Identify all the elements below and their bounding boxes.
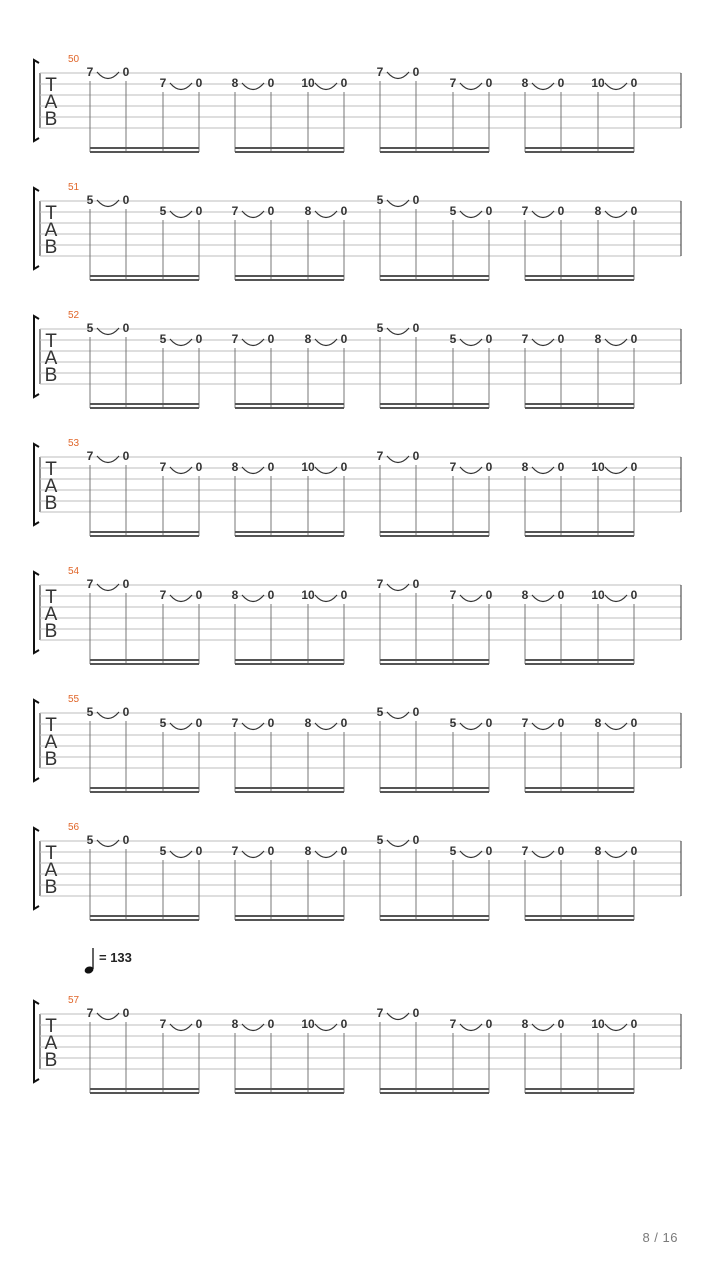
tab-clef-letter: A <box>44 860 58 881</box>
fret-number-hammer-start: 7 <box>521 332 529 346</box>
fret-number-hammer-end: 0 <box>412 705 420 719</box>
fret-number-hammer-end: 0 <box>195 588 203 602</box>
tab-system-52 <box>34 310 681 408</box>
fret-number-hammer-start: 5 <box>376 193 384 207</box>
fret-number-hammer-start: 8 <box>304 716 312 730</box>
tab-clef-letter: T <box>45 587 57 608</box>
tab-system-55 <box>34 694 681 792</box>
fret-number-hammer-end: 0 <box>557 1017 565 1031</box>
fret-number-hammer-end: 0 <box>122 65 130 79</box>
measure-number: 51 <box>68 182 80 193</box>
fret-number-hammer-start: 10 <box>591 76 605 90</box>
system-bracket <box>34 700 39 781</box>
tab-system-57 <box>34 995 681 1093</box>
fret-number-hammer-start: 7 <box>449 588 457 602</box>
fret-number-hammer-start: 7 <box>521 844 529 858</box>
fret-number-hammer-end: 0 <box>122 449 130 463</box>
system-bracket <box>34 316 39 397</box>
fret-number-hammer-start: 7 <box>449 76 457 90</box>
fret-number-hammer-start: 7 <box>86 65 94 79</box>
fret-number-hammer-end: 0 <box>630 588 638 602</box>
measure-number: 53 <box>68 438 80 449</box>
fret-number-hammer-end: 0 <box>122 321 130 335</box>
fret-number-hammer-start: 7 <box>86 449 94 463</box>
fret-number-hammer-end: 0 <box>412 577 420 591</box>
fret-number-hammer-start: 7 <box>376 65 384 79</box>
measure-number: 52 <box>68 310 80 321</box>
fret-number-hammer-start: 7 <box>86 1006 94 1020</box>
fret-number-hammer-end: 0 <box>412 449 420 463</box>
fret-number-hammer-end: 0 <box>412 65 420 79</box>
fret-number-hammer-start: 5 <box>376 321 384 335</box>
fret-number-hammer-end: 0 <box>557 588 565 602</box>
fret-number-hammer-start: 8 <box>521 460 529 474</box>
fret-number-hammer-end: 0 <box>412 193 420 207</box>
fret-number-hammer-start: 10 <box>591 588 605 602</box>
tab-clef-letter: T <box>45 203 57 224</box>
fret-number-hammer-end: 0 <box>485 332 493 346</box>
fret-number-hammer-end: 0 <box>340 588 348 602</box>
tab-clef-letter: B <box>44 877 58 898</box>
fret-number-hammer-start: 8 <box>594 716 602 730</box>
fret-number-hammer-end: 0 <box>630 204 638 218</box>
fret-number-hammer-end: 0 <box>267 460 275 474</box>
fret-number-hammer-end: 0 <box>267 1017 275 1031</box>
fret-number-hammer-start: 7 <box>376 1006 384 1020</box>
tab-clef-letter: B <box>44 1050 58 1071</box>
fret-number-hammer-start: 7 <box>159 1017 167 1031</box>
tab-clef-letter: A <box>44 604 58 625</box>
fret-number-hammer-start: 8 <box>521 1017 529 1031</box>
system-bracket <box>34 828 39 909</box>
fret-number-hammer-start: 8 <box>231 1017 239 1031</box>
fret-number-hammer-end: 0 <box>630 460 638 474</box>
fret-number-hammer-start: 5 <box>86 833 94 847</box>
fret-number-hammer-start: 7 <box>521 716 529 730</box>
fret-number-hammer-end: 0 <box>267 204 275 218</box>
fret-number-hammer-start: 10 <box>301 588 315 602</box>
tab-clef-letter: A <box>44 92 58 113</box>
fret-number-hammer-start: 8 <box>231 76 239 90</box>
fret-number-hammer-start: 7 <box>159 588 167 602</box>
fret-number-hammer-end: 0 <box>557 332 565 346</box>
fret-number-hammer-start: 5 <box>449 844 457 858</box>
system-bracket <box>34 60 39 141</box>
fret-number-hammer-end: 0 <box>195 76 203 90</box>
fret-number-hammer-end: 0 <box>485 460 493 474</box>
fret-number-hammer-start: 7 <box>159 460 167 474</box>
measure-number: 57 <box>68 995 80 1006</box>
fret-number-hammer-start: 7 <box>159 76 167 90</box>
fret-number-hammer-start: 7 <box>449 1017 457 1031</box>
page-number: 8 / 16 <box>642 1230 678 1245</box>
fret-number-hammer-end: 0 <box>340 332 348 346</box>
fret-number-hammer-end: 0 <box>557 76 565 90</box>
fret-number-hammer-start: 5 <box>159 332 167 346</box>
fret-number-hammer-start: 5 <box>86 705 94 719</box>
measure-number: 54 <box>68 566 80 577</box>
fret-number-hammer-end: 0 <box>630 844 638 858</box>
fret-number-hammer-end: 0 <box>195 460 203 474</box>
system-bracket <box>34 572 39 653</box>
fret-number-hammer-start: 8 <box>594 844 602 858</box>
fret-number-hammer-end: 0 <box>267 76 275 90</box>
fret-number-hammer-start: 8 <box>231 460 239 474</box>
system-bracket <box>34 444 39 525</box>
tab-clef-letter: B <box>44 621 58 642</box>
fret-number-hammer-end: 0 <box>412 321 420 335</box>
fret-number-hammer-start: 7 <box>376 449 384 463</box>
fret-number-hammer-end: 0 <box>195 716 203 730</box>
fret-number-hammer-end: 0 <box>485 844 493 858</box>
fret-number-hammer-end: 0 <box>340 1017 348 1031</box>
fret-number-hammer-end: 0 <box>485 1017 493 1031</box>
fret-number-hammer-start: 7 <box>231 844 239 858</box>
fret-number-hammer-end: 0 <box>267 332 275 346</box>
fret-number-hammer-end: 0 <box>122 833 130 847</box>
fret-number-hammer-end: 0 <box>485 76 493 90</box>
tab-clef-letter: B <box>44 493 58 514</box>
tab-clef-letter: B <box>44 749 58 770</box>
fret-number-hammer-start: 5 <box>159 844 167 858</box>
tab-system-54 <box>34 566 681 664</box>
fret-number-hammer-start: 5 <box>86 193 94 207</box>
fret-number-hammer-end: 0 <box>630 716 638 730</box>
fret-number-hammer-start: 7 <box>376 577 384 591</box>
measure-number: 55 <box>68 694 80 705</box>
fret-number-hammer-start: 5 <box>449 716 457 730</box>
fret-number-hammer-end: 0 <box>485 588 493 602</box>
fret-number-hammer-end: 0 <box>195 204 203 218</box>
fret-number-hammer-end: 0 <box>267 716 275 730</box>
fret-number-hammer-start: 7 <box>231 716 239 730</box>
fret-number-hammer-end: 0 <box>267 844 275 858</box>
fret-number-hammer-start: 10 <box>301 460 315 474</box>
fret-number-hammer-start: 7 <box>231 204 239 218</box>
fret-number-hammer-start: 5 <box>376 833 384 847</box>
fret-number-hammer-end: 0 <box>630 76 638 90</box>
tab-clef-letter: B <box>44 237 58 258</box>
system-bracket <box>34 188 39 269</box>
fret-number-hammer-start: 7 <box>86 577 94 591</box>
fret-number-hammer-start: 10 <box>591 460 605 474</box>
fret-number-hammer-start: 10 <box>591 1017 605 1031</box>
tab-clef-letter: A <box>44 476 58 497</box>
fret-number-hammer-start: 8 <box>521 76 529 90</box>
fret-number-hammer-end: 0 <box>122 577 130 591</box>
fret-number-hammer-start: 5 <box>159 204 167 218</box>
tempo-value: = 133 <box>99 950 132 965</box>
fret-number-hammer-end: 0 <box>485 204 493 218</box>
fret-number-hammer-end: 0 <box>122 705 130 719</box>
fret-number-hammer-end: 0 <box>630 1017 638 1031</box>
fret-number-hammer-end: 0 <box>630 332 638 346</box>
tab-system-53 <box>34 438 681 536</box>
fret-number-hammer-end: 0 <box>195 844 203 858</box>
measure-number: 50 <box>68 54 80 65</box>
tab-clef-letter: T <box>45 843 57 864</box>
fret-number-hammer-start: 8 <box>304 844 312 858</box>
fret-number-hammer-start: 8 <box>594 332 602 346</box>
fret-number-hammer-end: 0 <box>557 716 565 730</box>
fret-number-hammer-end: 0 <box>557 460 565 474</box>
fret-number-hammer-end: 0 <box>340 204 348 218</box>
fret-number-hammer-end: 0 <box>195 1017 203 1031</box>
tab-clef-letter: B <box>44 109 58 130</box>
fret-number-hammer-start: 5 <box>376 705 384 719</box>
fret-number-hammer-end: 0 <box>340 716 348 730</box>
fret-number-hammer-start: 8 <box>304 204 312 218</box>
fret-number-hammer-end: 0 <box>485 716 493 730</box>
fret-number-hammer-start: 5 <box>449 332 457 346</box>
fret-number-hammer-end: 0 <box>122 193 130 207</box>
fret-number-hammer-end: 0 <box>340 76 348 90</box>
fret-number-hammer-end: 0 <box>412 1006 420 1020</box>
fret-number-hammer-end: 0 <box>340 844 348 858</box>
fret-number-hammer-start: 10 <box>301 76 315 90</box>
fret-number-hammer-start: 8 <box>231 588 239 602</box>
tempo-marking <box>84 948 132 975</box>
fret-number-hammer-start: 7 <box>231 332 239 346</box>
tab-clef-letter: A <box>44 220 58 241</box>
fret-number-hammer-end: 0 <box>412 833 420 847</box>
fret-number-hammer-end: 0 <box>557 844 565 858</box>
tab-clef-letter: B <box>44 365 58 386</box>
fret-number-hammer-end: 0 <box>195 332 203 346</box>
fret-number-hammer-end: 0 <box>122 1006 130 1020</box>
fret-number-hammer-start: 10 <box>301 1017 315 1031</box>
fret-number-hammer-start: 7 <box>521 204 529 218</box>
fret-number-hammer-end: 0 <box>557 204 565 218</box>
measure-number: 56 <box>68 822 80 833</box>
system-bracket <box>34 1001 39 1082</box>
tab-clef-letter: T <box>45 715 57 736</box>
fret-number-hammer-start: 5 <box>159 716 167 730</box>
fret-number-hammer-end: 0 <box>340 460 348 474</box>
fret-number-hammer-start: 8 <box>304 332 312 346</box>
tab-clef-letter: T <box>45 1016 57 1037</box>
fret-number-hammer-start: 8 <box>594 204 602 218</box>
tab-clef-letter: T <box>45 331 57 352</box>
fret-number-hammer-start: 5 <box>449 204 457 218</box>
tab-system-56 <box>34 822 681 920</box>
fret-number-hammer-start: 5 <box>86 321 94 335</box>
fret-number-hammer-end: 0 <box>267 588 275 602</box>
tab-clef-letter: A <box>44 1033 58 1054</box>
tab-system-51 <box>34 182 681 280</box>
tab-clef-letter: A <box>44 732 58 753</box>
tab-clef-letter: T <box>45 459 57 480</box>
tab-clef-letter: A <box>44 348 58 369</box>
fret-number-hammer-start: 8 <box>521 588 529 602</box>
fret-number-hammer-start: 7 <box>449 460 457 474</box>
tab-clef-letter: T <box>45 75 57 96</box>
tab-system-50 <box>34 54 681 152</box>
